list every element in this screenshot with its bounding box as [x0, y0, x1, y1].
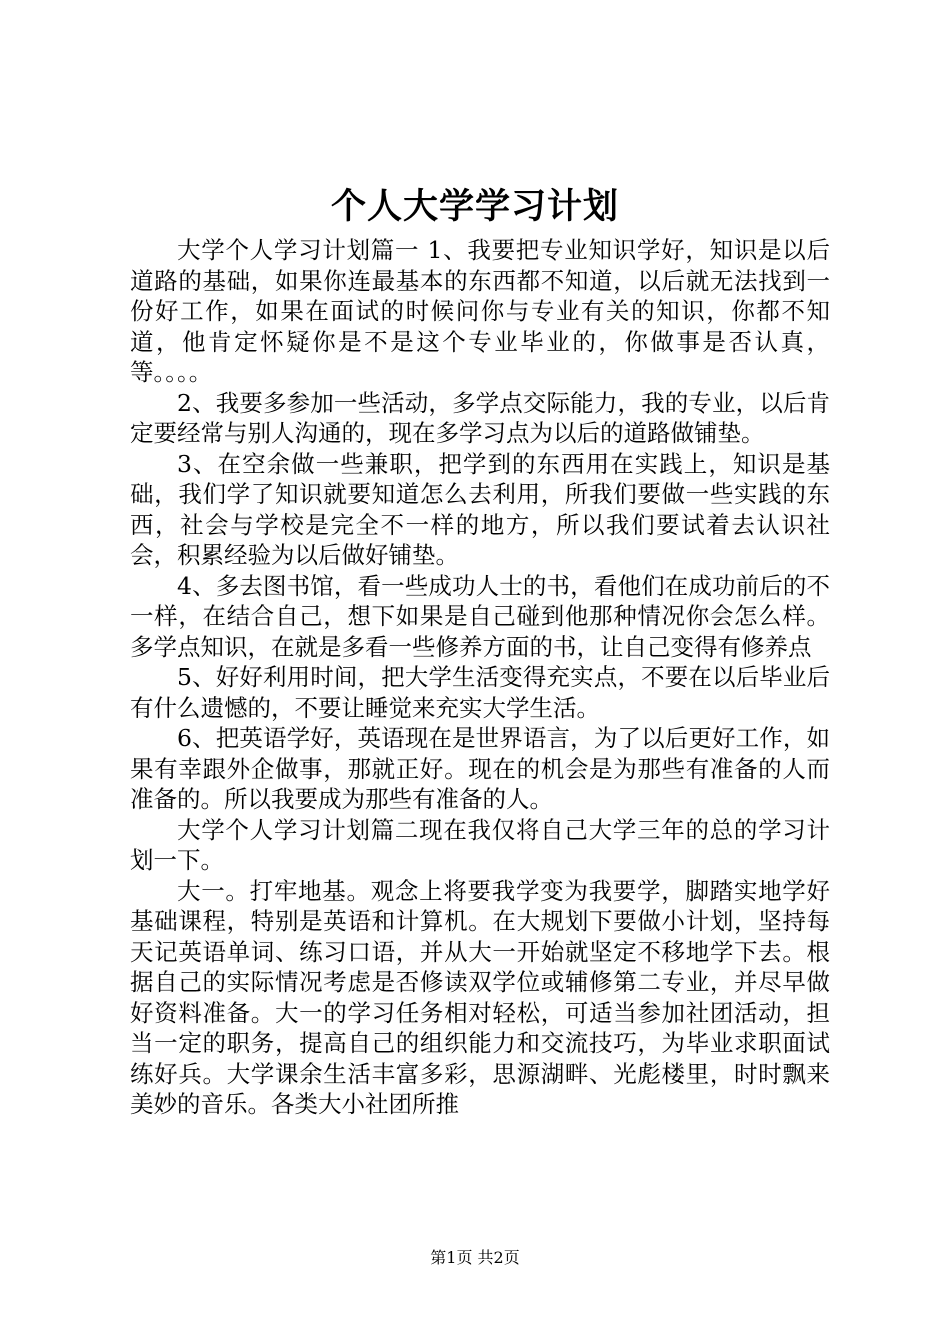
paragraph-4: 4、多去图书馆，看一些成功人士的书，看他们在成功前后的不一样，在结合自己，想下如果是自己碰到他那种情况你会怎么样。多学点知识，在就是多看一些修养方面的书，让自己变得有修养点 [130, 571, 830, 661]
document-body [130, 235, 830, 1120]
paragraph-3: 3、在空余做一些兼职，把学到的东西用在实践上，知识是基础，我们学了知识就要知道怎么去利用，所我们要做一些实践的东西，社会与学校是完全不一样的地方，所以我们要试着去认识社会，积累经验为以后做好铺垫。 [130, 449, 830, 569]
page-footer: 第1页 共2页 [430, 1248, 520, 1267]
paragraph-7: 大学个人学习计划篇二现在我仅将自己大学三年的总的学习计划一下。 [130, 815, 830, 874]
paragraph-1: 大学个人学习计划篇一 1、我要把专业知识学好，知识是以后道路的基础，如果你连最基本的东西都不知道，以后就无法找到一份好工作，如果在面试的时候问你与专业有关的知识，你都不知道，他肯定怀疑你是不是这个专业毕业的，你做事是否认真，等。。。。 [130, 236, 830, 386]
paragraph-8: 大一。打牢地基。观念上将要我学变为我要学，脚踏实地学好基础课程，特别是英语和计算机。在大规划下要做小计划，坚持每天记英语单词、练习口语，并从大一开始就坚定不移地学下去。根据自己的实际情况考虑是否修读双学位或辅修第二专业，并尽早做好资料准备。大一的学习任务相对轻松，可适当参加社团活动，担当一定的职务，提高自己的组织能力和交流技巧，为毕业求职面试练好兵。大学课余生活丰富多彩，思源湖畔、光彪楼里，时时飘来美妙的音乐。各类大小社团所推 [130, 876, 830, 1118]
paragraph-2: 2、我要多参加一些活动，多学点交际能力，我的专业，以后肯定要经常与别人沟通的，现在多学习点为以后的道路做铺垫。 [130, 388, 830, 447]
paragraph-6: 6、把英语学好，英语现在是世界语言，为了以后更好工作，如果有幸跟外企做事，那就正好。现在的机会是为那些有准备的人而准备的。所以我要成为那些有准备的人。 [130, 724, 830, 813]
document-title: 个人大学学习计划 [330, 186, 619, 227]
paragraph-5: 5、好好利用时间，把大学生活变得充实点，不要在以后毕业后有什么遗憾的，不要让睡觉来充实大学生活。 [130, 663, 830, 722]
